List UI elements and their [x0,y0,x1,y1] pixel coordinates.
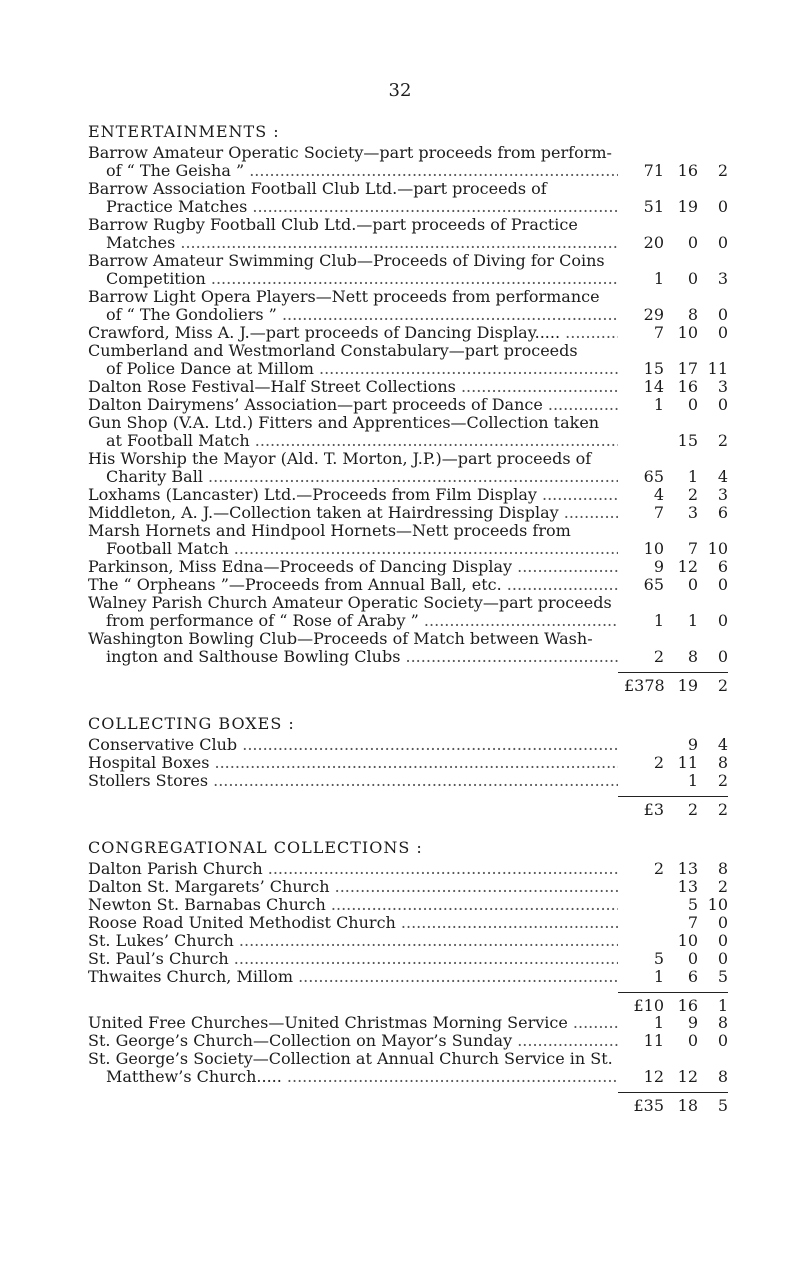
total-pence: 2 [717,800,728,819]
entry-description: Competition ..... [106,270,618,288]
entry-line [88,878,728,896]
entry-line [88,486,728,504]
amount-shillings: 9 [687,735,698,754]
amount-pounds: 51 [643,197,664,216]
amount-shillings: 6 [687,967,698,986]
amount-shillings: 10 [677,931,698,950]
entry-line [88,576,728,594]
amount-shillings: 19 [677,197,698,216]
entry-line [88,144,728,162]
entry-description: Loxhams (Lancaster) Ltd.—Proceeds from Film Display ..... [88,486,618,504]
amount-shillings: 0 [687,949,698,968]
subtotal-pence: 1 [717,996,728,1015]
amount-pounds: 29 [643,305,664,324]
page-number: 32 [388,80,412,101]
entry-description: of “ The Geisha ” ..... [106,162,618,180]
amount-pence: 0 [717,1031,728,1050]
total-pounds: £35 [633,1096,664,1115]
amount-pence: 8 [717,859,728,878]
amount-pounds [624,772,664,790]
entry-line [88,396,728,414]
section-total [88,672,728,694]
entry-description: Barrow Amateur Operatic Society—part proceeds from perform- [88,144,612,162]
entry-description: of Police Dance at Millom ..... [106,360,618,378]
amount-pence: 6 [717,503,728,522]
ledger-entry [88,1050,728,1086]
entry-line [88,522,728,540]
amount-shillings: 0 [687,233,698,252]
entry-line [88,180,728,198]
entry-description: Cumberland and Westmorland Constabulary—part proceeds [88,342,578,360]
section-heading: COLLECTING BOXES : [88,714,295,733]
amount-pence: 0 [717,395,728,414]
entry-description: Thwaites Church, Millom ..... [88,968,618,986]
entry-description: Hospital Boxes ..... [88,754,618,772]
amount-shillings: 0 [687,575,698,594]
amount-pounds: 65 [643,467,664,486]
entry-description: Barrow Amateur Swimming Club—Proceeds of Diving for Coins [88,252,605,270]
amount-shillings: 3 [687,503,698,522]
entry-description: Washington Bowling Club—Proceeds of Match between Wash- [88,630,593,648]
accounts-list [88,120,728,1114]
ledger-entry [88,144,728,180]
entry-description: ington and Salthouse Bowling Clubs ..... [106,648,618,666]
ledger-entry [88,968,728,986]
ledger-entry [88,630,728,666]
entry-description: at Football Match ..... [106,432,618,450]
entry-description: Stollers Stores ..... [88,772,618,790]
collecting-boxes-section [88,712,728,818]
entry-line [88,896,728,914]
amount-pounds [624,932,664,950]
section-total [88,1092,728,1114]
amount-pence: 0 [717,233,728,252]
amount-pounds: 2 [653,753,664,772]
entry-description: Practice Matches ..... [106,198,618,216]
ledger-entry [88,180,728,216]
ledger-entry [88,878,728,896]
entry-line [88,772,728,790]
entry-line [88,162,728,180]
amount-pence: 8 [717,753,728,772]
amount-pounds [624,878,664,896]
amount-pence: 0 [717,931,728,950]
entry-description: St. George’s Society—Collection at Annual Church Service in St. [88,1050,613,1068]
subtotal-shillings: 16 [677,996,698,1015]
amount-shillings: 2 [687,485,698,504]
ledger-entry [88,736,728,754]
section-heading: CONGREGATIONAL COLLECTIONS : [88,838,423,857]
entry-description: Charity Ball ..... [106,468,618,486]
entry-line [88,288,728,306]
entry-line [88,252,728,270]
ledger-entry [88,378,728,396]
amount-shillings: 0 [687,1031,698,1050]
entry-line [88,648,728,666]
entry-description: of “ The Gondoliers ” ..... [106,306,618,324]
entry-line [88,468,728,486]
amount-pence: 4 [717,735,728,754]
entry-description: United Free Churches—United Christmas Morning Service ..... [88,1014,618,1032]
ledger-entry [88,396,728,414]
entry-line [88,1050,728,1068]
amount-shillings: 1 [687,611,698,630]
amount-pounds: 2 [653,859,664,878]
section-heading: ENTERTAINMENTS : [88,122,280,141]
amount-pence: 0 [717,949,728,968]
entry-description: Gun Shop (V.A. Ltd.) Fitters and Apprentices—Collection taken [88,414,600,432]
total-pence: 2 [717,676,728,695]
amount-pence: 10 [707,539,728,558]
entry-line [88,198,728,216]
entry-description: Roose Road United Methodist Church ..... [88,914,618,932]
total-pounds: £3 [643,800,664,819]
ledger-entry [88,558,728,576]
amount-pounds: 2 [653,647,664,666]
amount-shillings: 12 [677,557,698,576]
entry-line [88,754,728,772]
entry-description: Dalton Rose Festival—Half Street Collections ..... [88,378,618,396]
entertainments-section [88,120,728,694]
total-pounds: £378 [624,676,665,695]
amount-pence: 4 [717,467,728,486]
entry-description: The “ Orpheans ”—Proceeds from Annual Ball, etc. ..... [88,576,618,594]
entry-line [88,504,728,522]
amount-pounds: 1 [653,1013,664,1032]
entry-line [88,342,728,360]
amount-shillings: 12 [677,1067,698,1086]
entry-description: St. Lukes’ Church ..... [88,932,618,950]
entry-line [88,594,728,612]
amount-shillings: 7 [687,539,698,558]
ledger-entry [88,216,728,252]
entry-description: from performance of “ Rose of Araby ” ..... [106,612,618,630]
amount-pounds: 65 [643,575,664,594]
amount-pence: 2 [717,161,728,180]
entry-line [88,612,728,630]
entry-line [88,360,728,378]
entry-line [88,968,728,986]
entry-line [88,630,728,648]
amount-pence: 0 [717,575,728,594]
section-total [88,796,728,818]
entry-line [88,736,728,754]
ledger-entry [88,860,728,878]
amount-pence: 6 [717,557,728,576]
entry-line [88,324,728,342]
entry-line [88,1032,728,1050]
amount-shillings: 13 [677,859,698,878]
total-shillings: 2 [687,800,698,819]
amount-shillings: 8 [687,647,698,666]
amount-shillings: 0 [687,395,698,414]
ledger-entry [88,324,728,342]
entry-line [88,378,728,396]
ledger-entry [88,522,728,558]
amount-pence: 0 [717,913,728,932]
amount-pence: 3 [717,377,728,396]
amount-shillings: 1 [687,467,698,486]
entry-line [88,450,728,468]
ledger-entry [88,914,728,932]
ledger-entry [88,754,728,772]
amount-shillings: 11 [677,753,698,772]
amount-pounds: 1 [653,269,664,288]
amount-pence: 3 [717,485,728,504]
entry-line [88,270,728,288]
entry-line [88,414,728,432]
amount-pounds: 1 [653,395,664,414]
ledger-entry [88,594,728,630]
amount-pounds: 10 [643,539,664,558]
amount-pounds: 14 [643,377,664,396]
entry-description: St. Paul’s Church ..... [88,950,618,968]
amount-pence: 8 [717,1013,728,1032]
ledger-entry [88,252,728,288]
entry-description: His Worship the Mayor (Ald. T. Morton, J.P.)—part proceeds of [88,450,592,468]
entry-description: Barrow Light Opera Players—Nett proceeds from performance [88,288,600,306]
amount-shillings: 15 [677,431,698,450]
entry-line [88,234,728,252]
ledger-entry [88,486,728,504]
ledger-entry [88,450,728,486]
section-subtotal [88,992,728,1014]
entry-description: Walney Parish Church Amateur Operatic Society—part proceeds [88,594,612,612]
amount-shillings: 17 [677,359,698,378]
entry-description: Dalton Dairymens’ Association—part proceeds of Dance ..... [88,396,618,414]
amount-pounds [624,914,664,932]
entry-line [88,306,728,324]
entry-line [88,558,728,576]
amount-pence: 0 [717,647,728,666]
amount-shillings: 1 [687,771,698,790]
amount-pounds: 20 [643,233,664,252]
entry-description: Dalton Parish Church ..... [88,860,618,878]
amount-pounds [624,736,664,754]
entry-description: St. George’s Church—Collection on Mayor’s Sunday ..... [88,1032,618,1050]
amount-shillings: 5 [687,895,698,914]
amount-pence: 8 [717,1067,728,1086]
amount-pounds: 4 [653,485,664,504]
entry-line [88,1068,728,1086]
entry-description: Parkinson, Miss Edna—Proceeds of Dancing Display ..... [88,558,618,576]
amount-pence: 0 [717,305,728,324]
ledger-entry [88,950,728,968]
amount-pounds: 5 [653,949,664,968]
amount-pence: 11 [707,359,728,378]
ledger-entry [88,504,728,522]
amount-pence: 0 [717,323,728,342]
amount-shillings: 10 [677,323,698,342]
subtotal-pounds: £10 [633,996,664,1015]
amount-pence: 2 [717,431,728,450]
entry-description: Middleton, A. J.—Collection taken at Hairdressing Display ..... [88,504,618,522]
amount-shillings: 16 [677,161,698,180]
entry-description: Crawford, Miss A. J.—part proceeds of Dancing Display..... ..... [88,324,618,342]
entry-description: Matthew’s Church..... ..... [106,1068,618,1086]
entry-line [88,1014,728,1032]
entry-line [88,932,728,950]
total-pence: 5 [717,1096,728,1115]
amount-pence: 2 [717,771,728,790]
entry-description: Barrow Association Football Club Ltd.—part proceeds of [88,180,547,198]
amount-shillings: 16 [677,377,698,396]
ledger-entry [88,932,728,950]
amount-pounds: 12 [643,1067,664,1086]
entry-line [88,216,728,234]
total-shillings: 19 [677,676,698,695]
amount-pence: 10 [707,895,728,914]
entry-description: Newton St. Barnabas Church ..... [88,896,618,914]
total-shillings: 18 [677,1096,698,1115]
entry-line [88,432,728,450]
ledger-entry [88,576,728,594]
amount-pounds [624,432,664,450]
ledger-entry [88,772,728,790]
entry-description: Football Match ..... [106,540,618,558]
ledger-entry [88,1032,728,1050]
amount-shillings: 7 [687,913,698,932]
entry-description: Conservative Club ..... [88,736,618,754]
ledger-entry [88,342,728,378]
entry-line [88,860,728,878]
amount-pence: 0 [717,197,728,216]
entry-line [88,950,728,968]
amount-pounds: 1 [653,611,664,630]
amount-pounds: 71 [643,161,664,180]
amount-pence: 2 [717,877,728,896]
entry-description: Matches ..... [106,234,618,252]
amount-pounds: 7 [653,323,664,342]
amount-shillings: 9 [687,1013,698,1032]
amount-pence: 5 [717,967,728,986]
entry-line [88,540,728,558]
ledger-entry [88,896,728,914]
amount-pounds: 11 [643,1031,664,1050]
amount-pounds: 9 [653,557,664,576]
amount-shillings: 0 [687,269,698,288]
amount-shillings: 13 [677,877,698,896]
entry-description: Barrow Rugby Football Club Ltd.—part proceeds of Practice [88,216,578,234]
entry-description: Marsh Hornets and Hindpool Hornets—Nett proceeds from [88,522,571,540]
amount-pence: 3 [717,269,728,288]
entry-description: Dalton St. Margarets’ Church ..... [88,878,618,896]
amount-pounds: 7 [653,503,664,522]
amount-pounds: 1 [653,967,664,986]
ledger-entry [88,288,728,324]
ledger-entry [88,414,728,450]
congregational-section [88,836,728,1114]
ledger-entry [88,1014,728,1032]
amount-pence: 0 [717,611,728,630]
amount-pounds: 15 [643,359,664,378]
amount-pounds [624,896,664,914]
amount-shillings: 8 [687,305,698,324]
entry-line [88,914,728,932]
